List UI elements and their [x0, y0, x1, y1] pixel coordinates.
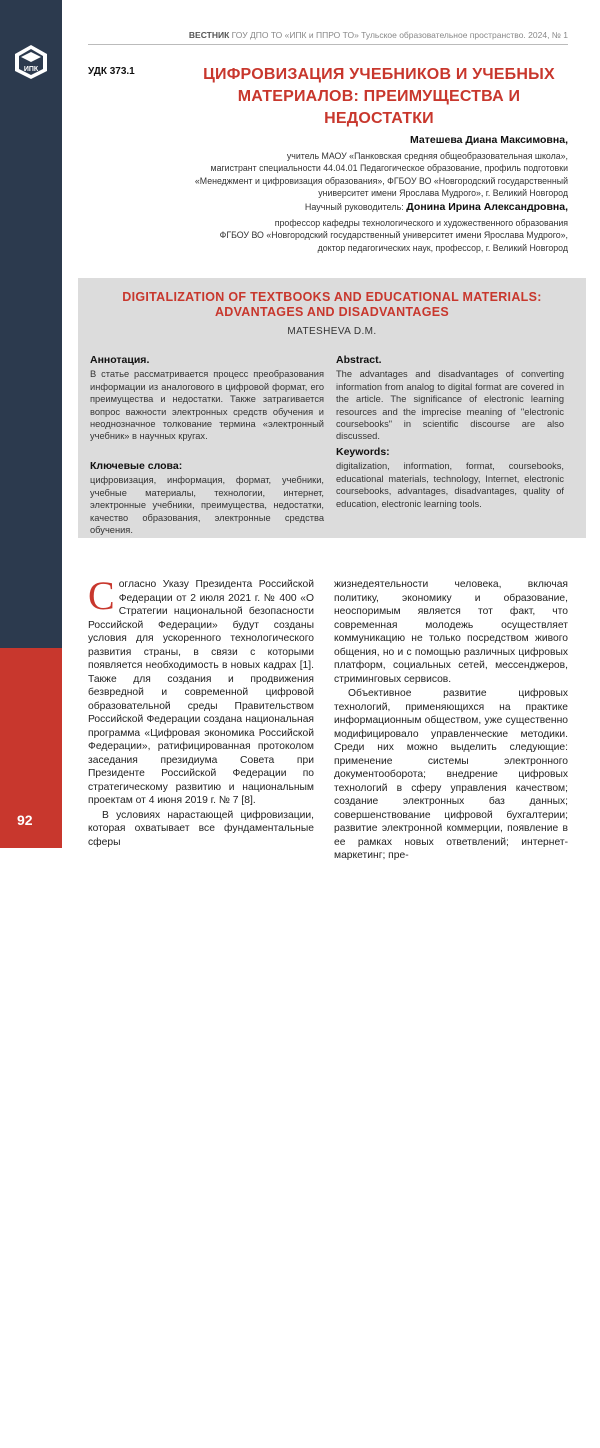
- section-title: [6, 1319, 35, 1448]
- journal-details: ГОУ ДПО ТО «ИПК и ППРО ТО» Тульское образовательное пространство. 2024, № 1: [231, 30, 568, 40]
- institute-logo-icon: [13, 44, 49, 80]
- keywords-en-heading: Keywords:: [336, 446, 390, 458]
- running-header: [189, 30, 568, 40]
- logo-text: ИПК: [23, 66, 39, 73]
- body-column-left: [88, 573, 314, 850]
- keywords-en-text: digitalization, information, format, coursebooks, educational materials, technology, Internet, electronic coursebooks, advantages, disadvantages, quality of education, electronic learning tools.: [336, 461, 564, 509]
- body-paragraph: В условиях нарастающей цифровизации, которая охватывает все фундаментальные сферы: [88, 809, 314, 848]
- body-paragraph: Объективное развитие цифровых технологий, применяющихся на практике информационным обществом, уже существенно модифицировало управленческие методики. Среди них можно выделить следующие: применение системы электронного документооборота; внедрение цифровых технологий в сферу управления качеством; создание электронных баз данных; совершенствование цифровой бухгалтерии; развитие электронной коммерции, появление в ее рамках новых ответвлений; интернет-маркетинг; пре-: [334, 688, 568, 861]
- author-en: MATESHEVA D.M.: [287, 326, 377, 337]
- article-title-ru: ЦИФРОВИЗАЦИЯ УЧЕБНИКОВ И УЧЕБНЫХ МАТЕРИАЛОВ: ПРЕИМУЩЕСТВА И НЕДОСТАТКИ: [203, 66, 555, 127]
- udk-code: УДК 373.1: [88, 66, 135, 77]
- supervisor-heading: [220, 201, 568, 214]
- body-paragraph: жизнедеятельности человека, включая политику, экономику и образование, неоспоримым является тот факт, что современная молодежь осуществляет коммуникацию не только посредством живого общения, но и с помощью различных цифровых платформ, социальных сетей, мессенджеров, стриминговых сервисов.: [334, 579, 568, 685]
- annotation-heading: Аннотация.: [90, 354, 150, 366]
- keywords-ru-heading: Ключевые слова:: [90, 460, 183, 472]
- supervisor-name: Донина Ирина Александровна,: [406, 201, 568, 213]
- keywords-ru-section: [90, 460, 324, 536]
- author-line: учитель МАОУ «Панковская средняя общеобразовательная школа»,: [286, 150, 568, 161]
- supervisor-block: [220, 201, 568, 254]
- abstract-heading: Abstract.: [336, 354, 382, 366]
- author-name: Матешева Диана Максимовна,: [410, 134, 568, 146]
- author-block: [195, 134, 568, 200]
- annotation-section: [90, 354, 324, 443]
- supervisor-line: доктор педагогических наук, профессор, г. Великий Новгород: [317, 242, 568, 253]
- body-paragraph: [88, 573, 314, 808]
- title-en-line2: ADVANTAGES AND DISADVANTAGES: [214, 305, 450, 319]
- abstract-section: [336, 354, 564, 443]
- author-line: университет имени Ярослава Мудрого», г. Великий Новгород: [318, 188, 568, 198]
- journal-name: ВЕСТНИК: [188, 30, 230, 40]
- supervisor-line: профессор кафедры технологического и художественного образования: [274, 217, 568, 228]
- supervisor-line: ФГБОУ ВО «Новгородский государственный университет имени Ярослава Мудрого»,: [219, 230, 568, 240]
- author-line: «Менеджмент и цифровизация образования», ФГБОУ ВО «Новгородский государственный: [194, 175, 568, 186]
- paragraph-text: огласно Указу Президента Российской Федерации от 2 июля 2021 г. № 400 «О Стратегии национальной безопасности Российской Федерации» будут созданы условия для ускоренного технологического развития страны, в связи с которыми появляется необходимость в новых кадрах [1]. Также для создания и продвижения безвредной и современной цифровой образовательной среды Правительством Российской Федерации создана национальная программа «Цифровая экономика Российской Федерации», ратифицированная протоколом заседания президиума Совета при Президенте Российской Федерации по стратегическому развитию и национальным проектам от 4 июня 2019 г. № 7 [8].: [88, 579, 314, 806]
- annotation-text: В статье рассматривается процесс преобразования информации из аналогового в цифровой формат, его преимущества и недостатки. Также затрагивается вопрос важности электронных средств обучения и неоднозначное толкование термина «электронный учебник» в научных кругах.: [90, 369, 324, 442]
- header-divider: [88, 44, 568, 45]
- keywords-ru-text: цифровизация, информация, формат, учебники, учебные материалы, технологии, интернет, электронные учебники, преимущества, недостатки, качество образования, электронные средства обучения.: [90, 475, 324, 536]
- title-en-line1: DIGITALIZATION OF TEXTBOOKS AND EDUCATIONAL MATERIALS:: [122, 290, 542, 304]
- article-title-en: [78, 290, 586, 320]
- page-number: 92: [17, 812, 33, 828]
- abstract-panel: [78, 278, 586, 538]
- drop-cap: С: [88, 573, 115, 618]
- body-column-right: [334, 578, 568, 864]
- supervisor-label: Научный руководитель:: [304, 202, 404, 212]
- section-title-line2: КАЛЕЙДОСКОП: [21, 1353, 35, 1448]
- keywords-en-section: [336, 446, 564, 510]
- author-line: магистрант специальности 44.04.01 Педагогическое образование, профиль подготовки: [210, 163, 568, 173]
- section-title-line1: ПЕДАГОГИЧЕСКИЙ: [6, 1319, 21, 1448]
- abstract-text: The advantages and disadvantages of converting information from analog to digital format are covered in the article. The significance of electronic learning resources and the imprecise meaning of "electronic coursebooks" in scientific discourse are also discussed.: [336, 369, 564, 442]
